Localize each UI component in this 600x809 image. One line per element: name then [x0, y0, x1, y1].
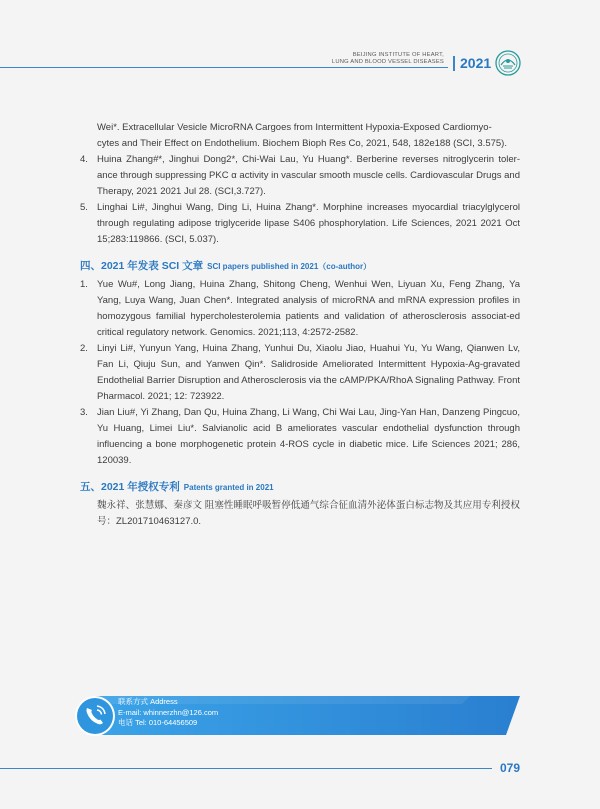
header-year: 2021: [460, 55, 492, 71]
reference-text: Linyi Li#, Yunyun Yang, Huina Zhang, Yunhui Du, Xiaolu Jiao, Huahui Yu, Yu Wang, Qianwen Lv, Fan Li, Qiuju Sun, and Yanwen Qin*. Salidroside Ameliorated Intermittent Hypoxia-Ag-gravated Endothelial Barrier Disruption and Atherosclerosis via the cAMP/PKA/RhoA Signaling Pathway. Front Pharmacol. 2021; 12: 723922.: [97, 343, 520, 402]
reference-text: Huina Zhang#*, Jinghui Dong2*, Chi-Wai Lau, Yu Huang*. Berberine reverses nitroglycerin toler-ance through suppressing PKC α activity in vascular smooth muscle cells. Cardiovascular Drugs and Therapy, 2021 2021 Jul 28. (SCI,3.727).: [97, 154, 520, 197]
reference-text: Jian Liu#, Yi Zhang, Dan Qu, Huina Zhang, Li Wang, Chi Wai Lau, Jing-Yan Han, Danzeng Pingcuo, Yu Huang, Limei Liu*. Salvianolic acid B ameliorates vascular endothelial dysfunction through influencing a bone morphogenetic protein 4-ROS cycle in diabetic mice. Life Sciences 2021; 286, 120039.: [97, 407, 520, 466]
institute-name: [332, 52, 444, 66]
section-4-heading: [80, 258, 520, 275]
main-content: [80, 120, 520, 530]
reference-number: 4.: [80, 154, 88, 165]
reference-item-4: [80, 152, 520, 200]
page-header: [0, 0, 600, 80]
contact-info: [118, 697, 218, 729]
patent-text: 魏永祥、张慧娜、秦彦文 阻塞性睡眠呼吸暂停低通气综合征血清外泌体蛋白标志物及其应用专利授权号：ZL201710463127.0.: [97, 500, 520, 527]
page-number-rule: [0, 768, 492, 769]
institute-line-2: LUNG AND BLOOD VESSEL DISEASES: [331, 59, 444, 66]
contact-email: E-mail: whinnerzhn@126.com: [118, 707, 219, 717]
contact-phone: 电话 Tel: 010-64456509: [118, 718, 198, 727]
section-4-title-zh: 四、2021 年发表 SCI 文章: [80, 260, 204, 272]
institute-line-1: BEIJING INSTITUTE OF HEART,: [352, 52, 444, 58]
reference-text: Linghai Li#, Jinghui Wang, Ding Li, Huina Zhang*. Morphine increases myocardial triacylglycerol through regulating adipose triglyceride lipase S406 phosphorylation. Life Sciences, 2021 2021 Oct 15;283:119866. (SCI, 5.037).: [97, 202, 520, 245]
section-5-title-en: Patents granted in 2021: [183, 483, 274, 492]
section-4-title-en: SCI papers published in 2021（co-author）: [207, 262, 372, 271]
institute-logo-icon: [495, 50, 521, 76]
reference-item-5: [80, 200, 520, 248]
section-5-title-zh: 五、2021 年授权专利: [80, 481, 180, 493]
section-5-heading: [80, 479, 520, 496]
phone-icon: [74, 695, 116, 737]
sci-paper-item-3: [80, 405, 520, 469]
reference-number: 1.: [80, 279, 88, 290]
continued-reference: Wei*. Extracellular Vesicle MicroRNA Cargoes from Intermittent Hypoxia-Exposed Cardiomyo- cytes and Their Effect on Endothelium. Biochem Bioph Res Co, 2021, 548, 182e188 (SCI, 3.575).: [97, 122, 507, 149]
reference-number: 5.: [80, 202, 88, 213]
sci-paper-item-1: [80, 277, 520, 341]
reference-number: 3.: [80, 407, 88, 418]
header-separator: [453, 56, 455, 71]
page-number: 079: [500, 761, 521, 775]
reference-number: 2.: [80, 343, 88, 354]
header-rule: [0, 67, 448, 68]
sci-paper-item-2: [80, 341, 520, 405]
contact-title: 联系方式 Address: [118, 697, 178, 706]
reference-text: Yue Wu#, Long Jiang, Huina Zhang, Shitong Cheng, Wenhui Wen, Liyuan Xu, Feng Zhang, Ya Yang, Luya Wang, Juan Chen*. Integrated analysis of microRNA and mRNA expression profiles in homozygous familial hypercholesterolemia patients and validation of atherosclerosis associat-ed critical regulatory network. Genomics. 2021;113, 4:2572-2582.: [97, 279, 520, 338]
